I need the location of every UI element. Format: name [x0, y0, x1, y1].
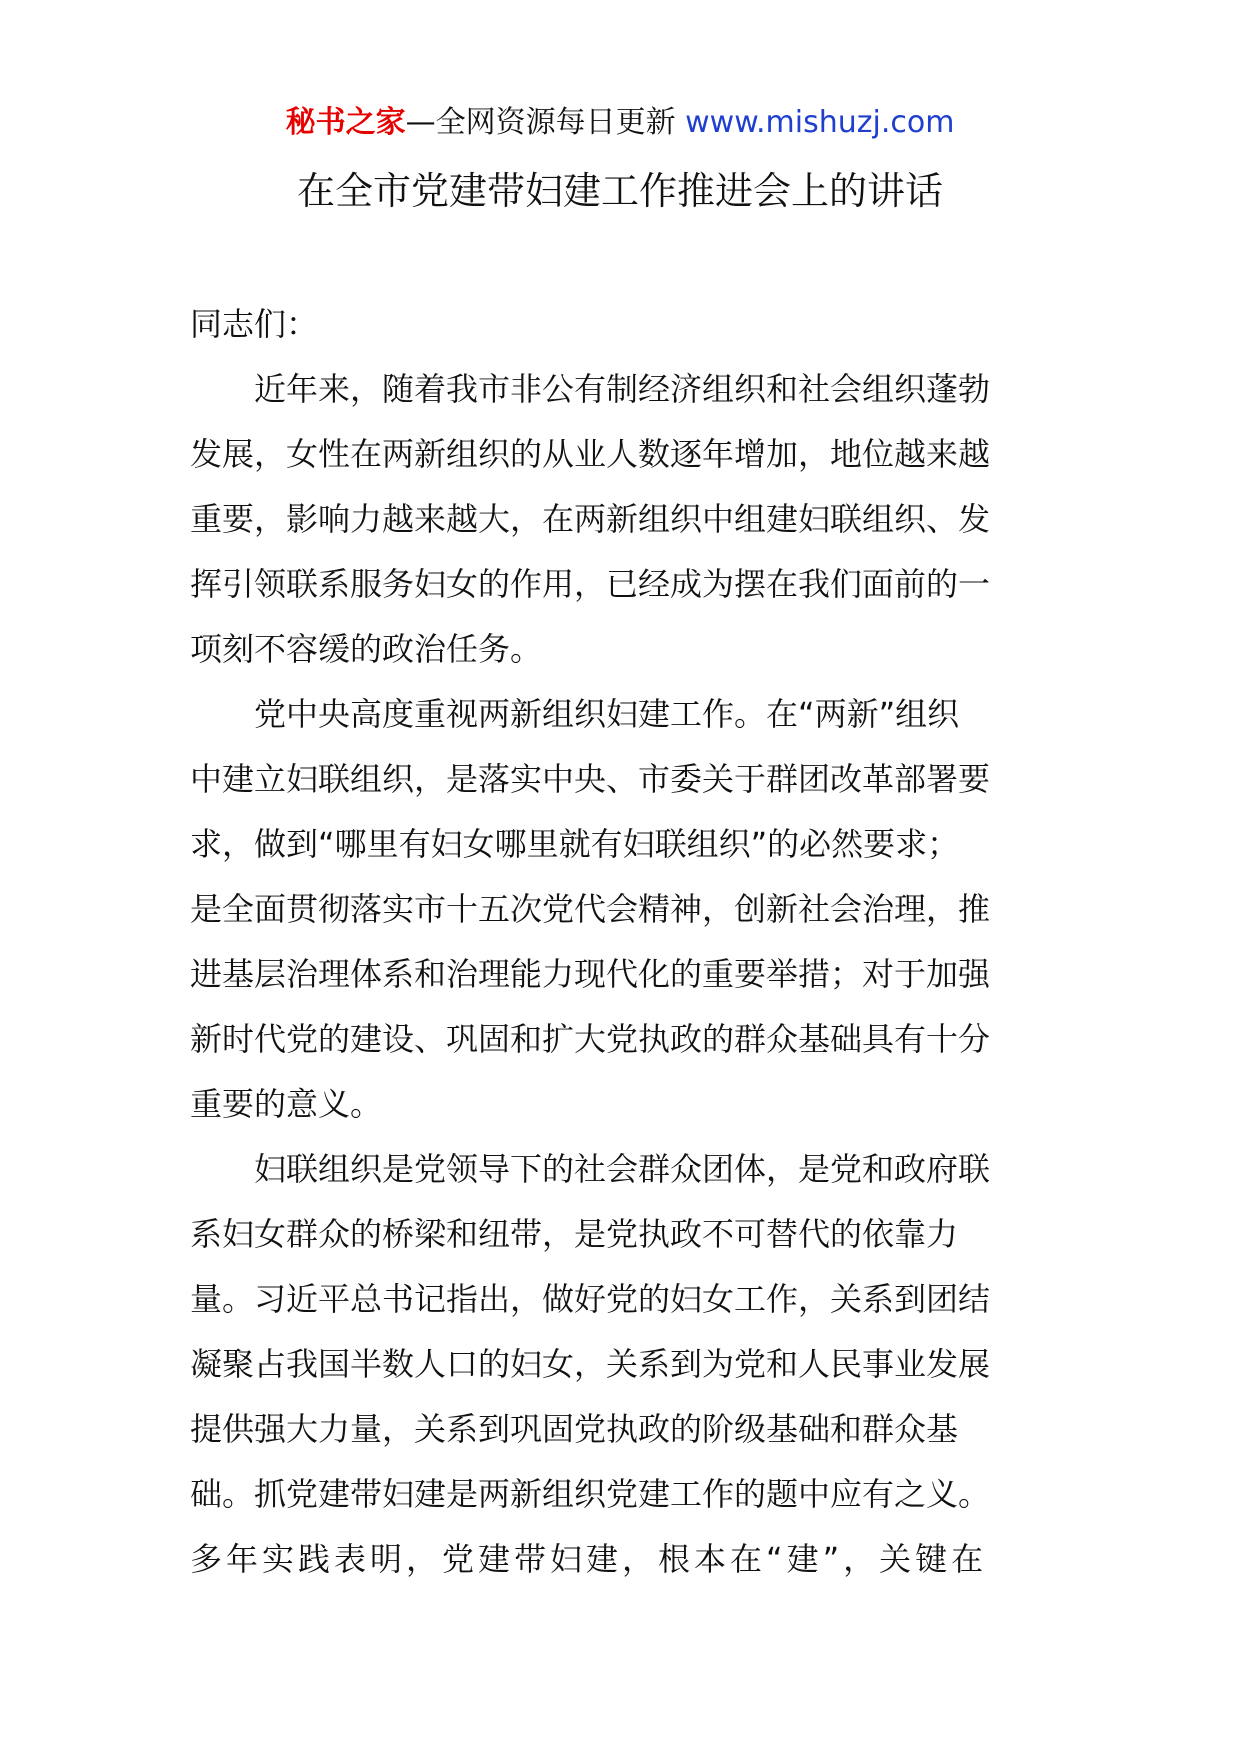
site-url-link[interactable]: www.mishuzj.com [685, 105, 955, 140]
paragraph-line: 是全面贯彻落实市十五次党代会精神，创新社会治理，推 [190, 890, 991, 928]
paragraph [190, 1137, 1052, 1592]
paragraph-line: 多年实践表明，党建带妇建，根本在“建”，关键在 [190, 1540, 988, 1578]
paragraph-line: 量。习近平总书记指出，做好党的妇女工作，关系到团结 [190, 1280, 991, 1318]
document-title: 在全市党建带妇建工作推进会上的讲话 [296, 169, 943, 213]
paragraph [190, 682, 1052, 1137]
site-tagline: —全网资源每日更新 [405, 105, 686, 140]
paragraph-line: 项刻不容缓的政治任务。 [190, 630, 543, 668]
paragraph-line: 妇联组织是党领导下的社会群众团体，是党和政府联 [254, 1150, 991, 1188]
site-brand: 秘书之家 [285, 105, 406, 140]
paragraph-line: 党中央高度重视两新组织妇建工作。在“两新”组织 [254, 695, 960, 733]
paragraph [190, 357, 1052, 682]
salutation: 同志们： [190, 305, 319, 343]
paragraph-line: 重要，影响力越来越大，在两新组织中组建妇联组织、发 [190, 500, 991, 538]
paragraph-line: 础。抓党建带妇建是两新组织党建工作的题中应有之义。 [190, 1475, 991, 1513]
paragraph-line: 凝聚占我国半数人口的妇女，关系到为党和人民事业发展 [190, 1345, 991, 1383]
paragraph-line: 提供强大力量，关系到巩固党执政的阶级基础和群众基 [190, 1410, 959, 1448]
paragraph-line: 系妇女群众的桥梁和纽带，是党执政不可替代的依靠力 [190, 1215, 959, 1253]
paragraph-line: 求，做到“哪里有妇女哪里就有妇联组织”的必然要求； [190, 825, 960, 863]
paragraph-line: 挥引领联系服务妇女的作用，已经成为摆在我们面前的一 [190, 565, 991, 603]
paragraph-line: 新时代党的建设、巩固和扩大党执政的群众基础具有十分 [190, 1020, 991, 1058]
site-header [0, 101, 1240, 145]
paragraph-line: 发展，女性在两新组织的从业人数逐年增加，地位越来越 [190, 435, 991, 473]
paragraph-line: 中建立妇联组织，是落实中央、市委关于群团改革部署要 [190, 760, 991, 798]
paragraph-line: 近年来，随着我市非公有制经济组织和社会组织蓬勃 [254, 370, 991, 408]
paragraph-line: 进基层治理体系和治理能力现代化的重要举措；对于加强 [190, 955, 991, 993]
document-body [190, 292, 1052, 1592]
paragraph-line: 重要的意义。 [190, 1085, 383, 1123]
